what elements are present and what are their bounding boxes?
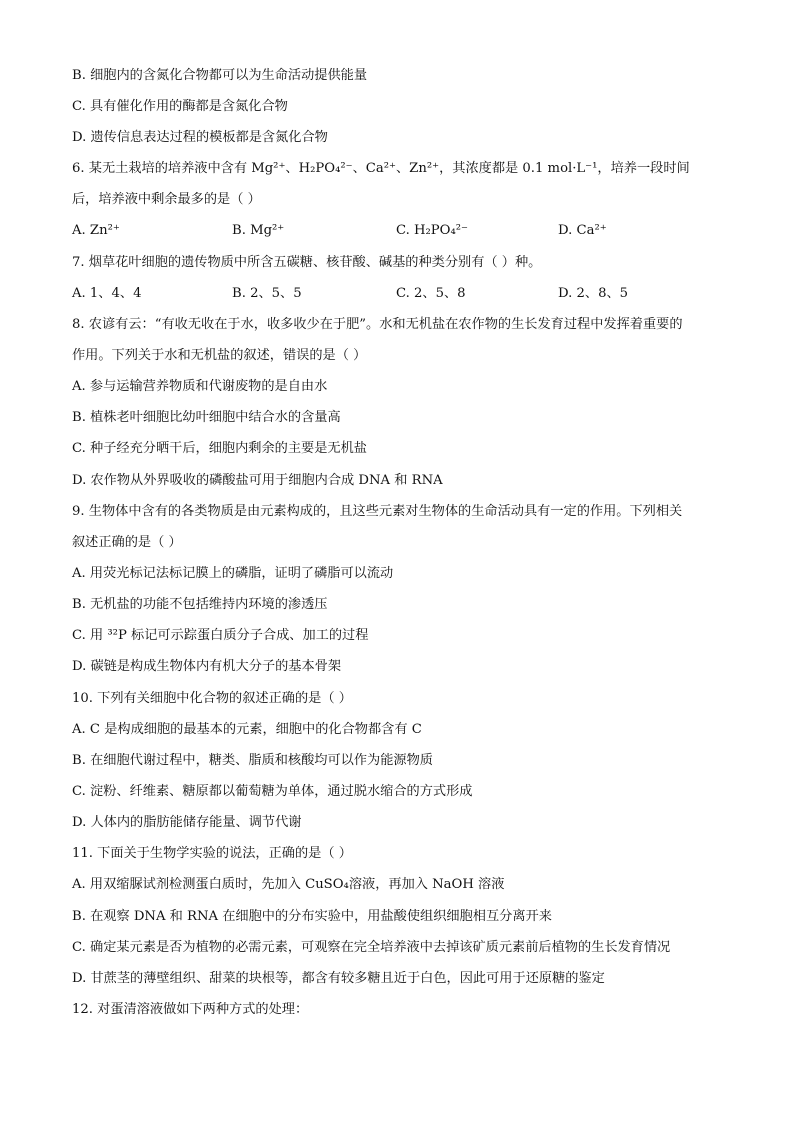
q9-option-a: A. 用荧光标记法标记膜上的磷脂，证明了磷脂可以流动 [72, 566, 394, 581]
q5-option-b: B. 细胞内的含氮化合物都可以为生命活动提供能量 [72, 68, 368, 83]
q5-option-d: D. 遗传信息表达过程的模板都是含氮化合物 [72, 130, 328, 145]
q7-option-b: B. 2、5、5 [232, 286, 302, 301]
q10-option-a: A. C 是构成细胞的最基本的元素，细胞中的化合物都含有 C [72, 722, 422, 737]
q9-option-c: C. 用 ³²P 标记可示踪蛋白质分子合成、加工的过程 [72, 628, 369, 643]
q10-option-d: D. 人体内的脂肪能储存能量、调节代谢 [72, 815, 302, 830]
question-6-stem: 6. 某无土栽培的培养液中含有 Mg²⁺、H₂PO₄²⁻、Ca²⁺、Zn²⁺，其浓度都是 0.1 mol·L⁻¹，培养一段时间 [72, 161, 690, 176]
question-8-stem: 8. 农谚有云：“有收无收在于水，收多收少在于肥”。水和无机盐在农作物的生长发育过程中发挥着重要的 [72, 317, 683, 332]
q7-option-d: D. 2、8、5 [558, 286, 629, 301]
q5-option-c: C. 具有催化作用的酶都是含氮化合物 [72, 99, 288, 114]
question-11-stem: 11. 下面关于生物学实验的说法，正确的是（ ） [72, 846, 352, 861]
question-10-stem: 10. 下列有关细胞中化合物的叙述正确的是（ ） [72, 691, 352, 706]
q6-option-c: C. H₂PO₄²⁻ [396, 223, 469, 238]
q9-option-d: D. 碳链是构成生物体内有机大分子的基本骨架 [72, 659, 342, 674]
q10-option-c: C. 淀粉、纤维素、糖原都以葡萄糖为单体，通过脱水缩合的方式形成 [72, 784, 473, 799]
q6-option-d: D. Ca²⁺ [558, 223, 607, 238]
question-7-stem: 7. 烟草花叶细胞的遗传物质中所含五碳糖、核苷酸、碱基的种类分别有（ ）种。 [72, 255, 542, 270]
question-12-stem: 12. 对蛋清溶液做如下两种方式的处理： [72, 1002, 309, 1017]
q6-option-b: B. Mg²⁺ [232, 223, 285, 238]
q7-option-c: C. 2、5、8 [396, 286, 466, 301]
question-6-stem-cont: 后，培养液中剩余最多的是（ ） [72, 192, 261, 207]
q11-option-a: A. 用双缩脲试剂检测蛋白质时，先加入 CuSO₄溶液，再加入 NaOH 溶液 [72, 877, 505, 892]
q7-option-a: A. 1、4、4 [72, 286, 142, 301]
q8-option-d: D. 农作物从外界吸收的磷酸盐可用于细胞内合成 DNA 和 RNA [72, 473, 443, 488]
q8-option-b: B. 植株老叶细胞比幼叶细胞中结合水的含量高 [72, 410, 341, 425]
q11-option-c: C. 确定某元素是否为植物的必需元素，可观察在完全培养液中去掉该矿质元素前后植物的生长发育情况 [72, 940, 671, 955]
q8-option-a: A. 参与运输营养物质和代谢废物的是自由水 [72, 379, 328, 394]
q11-option-d: D. 甘蔗茎的薄壁组织、甜菜的块根等，都含有较多糖且近于白色，因此可用于还原糖的鉴定 [72, 971, 605, 986]
question-8-stem-cont: 作用。下列关于水和无机盐的叙述，错误的是（ ） [72, 348, 367, 363]
q8-option-c: C. 种子经充分晒干后，细胞内剩余的主要是无机盐 [72, 441, 367, 456]
q10-option-b: B. 在细胞代谢过程中，糖类、脂质和核酸均可以作为能源物质 [72, 753, 433, 768]
q6-option-a: A. Zn²⁺ [72, 223, 120, 238]
q11-option-b: B. 在观察 DNA 和 RNA 在细胞中的分布实验中，用盐酸使组织细胞相互分离开来 [72, 909, 552, 924]
q9-option-b: B. 无机盐的功能不包括维持内环境的渗透压 [72, 597, 328, 612]
question-9-stem-cont: 叙述正确的是（ ） [72, 535, 182, 550]
question-9-stem: 9. 生物体中含有的各类物质是由元素构成的，且这些元素对生物体的生命活动具有一定的作用。下列相关 [72, 504, 683, 519]
